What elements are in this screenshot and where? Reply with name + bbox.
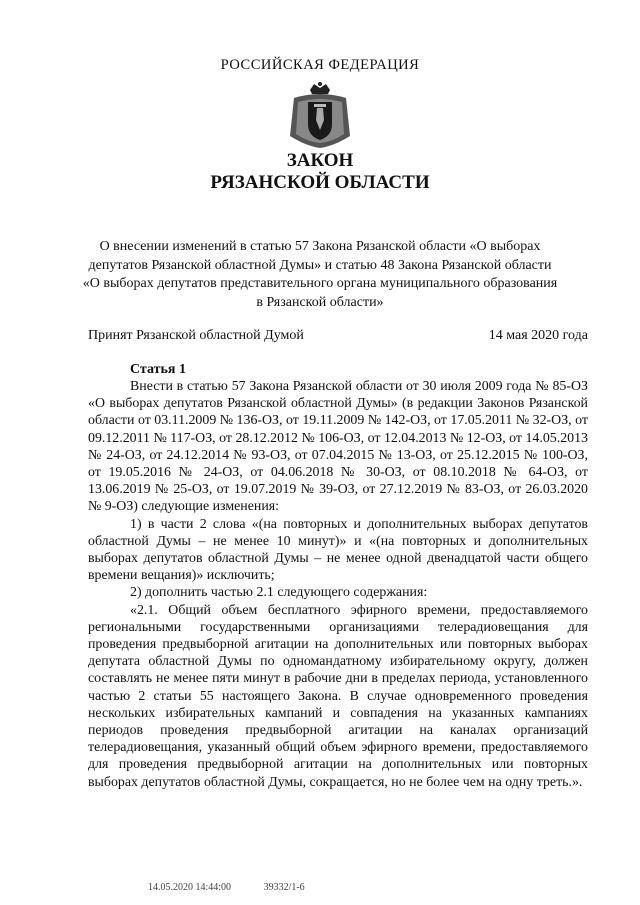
adoption-body: Принят Рязанской областной Думой — [88, 328, 304, 343]
law-label: ЗАКОН — [286, 150, 354, 171]
article-body — [88, 378, 588, 791]
coat-of-arms-icon — [284, 80, 356, 152]
adoption-row — [88, 328, 588, 344]
region-label: РЯЗАНСКОЙ ОБЛАСТИ — [210, 172, 430, 193]
article-quote: «2.1. Общий объем бесплатного эфирного времени, предоставляемого региональными государственными организациями телерадиовещания для проведения предвыборной агитации на дополнительных или повторных выборах депутата областной Думы по одномандатному избирательному округу, должен составлять не менее пяти минут в рабочие дни в пределах периода, установленного частью 2 статьи 55 настоящего Закона. В случае одновременного проведения нескольких избирательных кампаний и совпадения на указанных кампаниях периодов проведения предвыборной агитации на каналах организаций телерадиовещания, указанный общий объем эфирного времени, предоставляемого для проведения предвыборной агитации на дополнительных или повторных выборах депутатов областной Думы, сокращается, но не более чем на одну треть.». — [88, 602, 588, 790]
federation-header: РОССИЙСКАЯ ФЕДЕРАЦИЯ — [220, 57, 420, 73]
footer-stamp — [148, 882, 335, 893]
footer-doc-number: 39332/1-6 — [263, 882, 305, 893]
law-subject: О внесении изменений в статью 57 Закона Рязанской области «О выборах депутатов Рязанской областной Думы» и статью 48 Закона Рязанской области «О выборах депутатов представительного органа муниципального образования в Рязанской области» — [82, 239, 558, 310]
article-heading: Статья 1 — [130, 362, 186, 377]
article-item-1: 1) в части 2 слова «(на повторных и дополнительных выборах депутатов областной Думы – не менее 10 минут)» и «(на повторных и дополнительных выборах депутатов областной Думы – не менее одной двенадцатой части общего времени вещания)» исключить; — [88, 516, 588, 584]
law-title — [0, 150, 640, 194]
footer-timestamp: 14.05.2020 14:44:00 — [148, 882, 232, 893]
article-item-2: 2) дополнить частью 2.1 следующего содержания: — [130, 585, 428, 601]
article-intro: Внести в статью 57 Закона Рязанской области от 30 июля 2009 года № 85-ОЗ «О выборах депутатов Рязанской областной Думы» (в редакции Законов Рязанской области от 03.11.2009 № 136-ОЗ, от 19.11.2009 № 142-ОЗ, от 17.05.2011 № 32-ОЗ, от 09.12.2011 № 117-ОЗ, от 28.12.2012 № 106-ОЗ, от 12.04.2013 № 12-ОЗ, от 14.05.2013 № 24-ОЗ, от 24.12.2014 № 93-ОЗ, от 07.04.2015 № 13-ОЗ, от 25.12.2015 № 100-ОЗ, от 19.05.2016 № 24-ОЗ, от 04.06.2018 № 30-ОЗ, от 08.10.2018 № 64-ОЗ, от 13.06.2019 № 25-ОЗ, от 19.07.2019 № 39-ОЗ, от 27.12.2019 № 83-ОЗ, от 26.03.2020 № 9-ОЗ) следующие изменения: — [88, 379, 588, 515]
adoption-date: 14 мая 2020 года — [488, 328, 588, 343]
